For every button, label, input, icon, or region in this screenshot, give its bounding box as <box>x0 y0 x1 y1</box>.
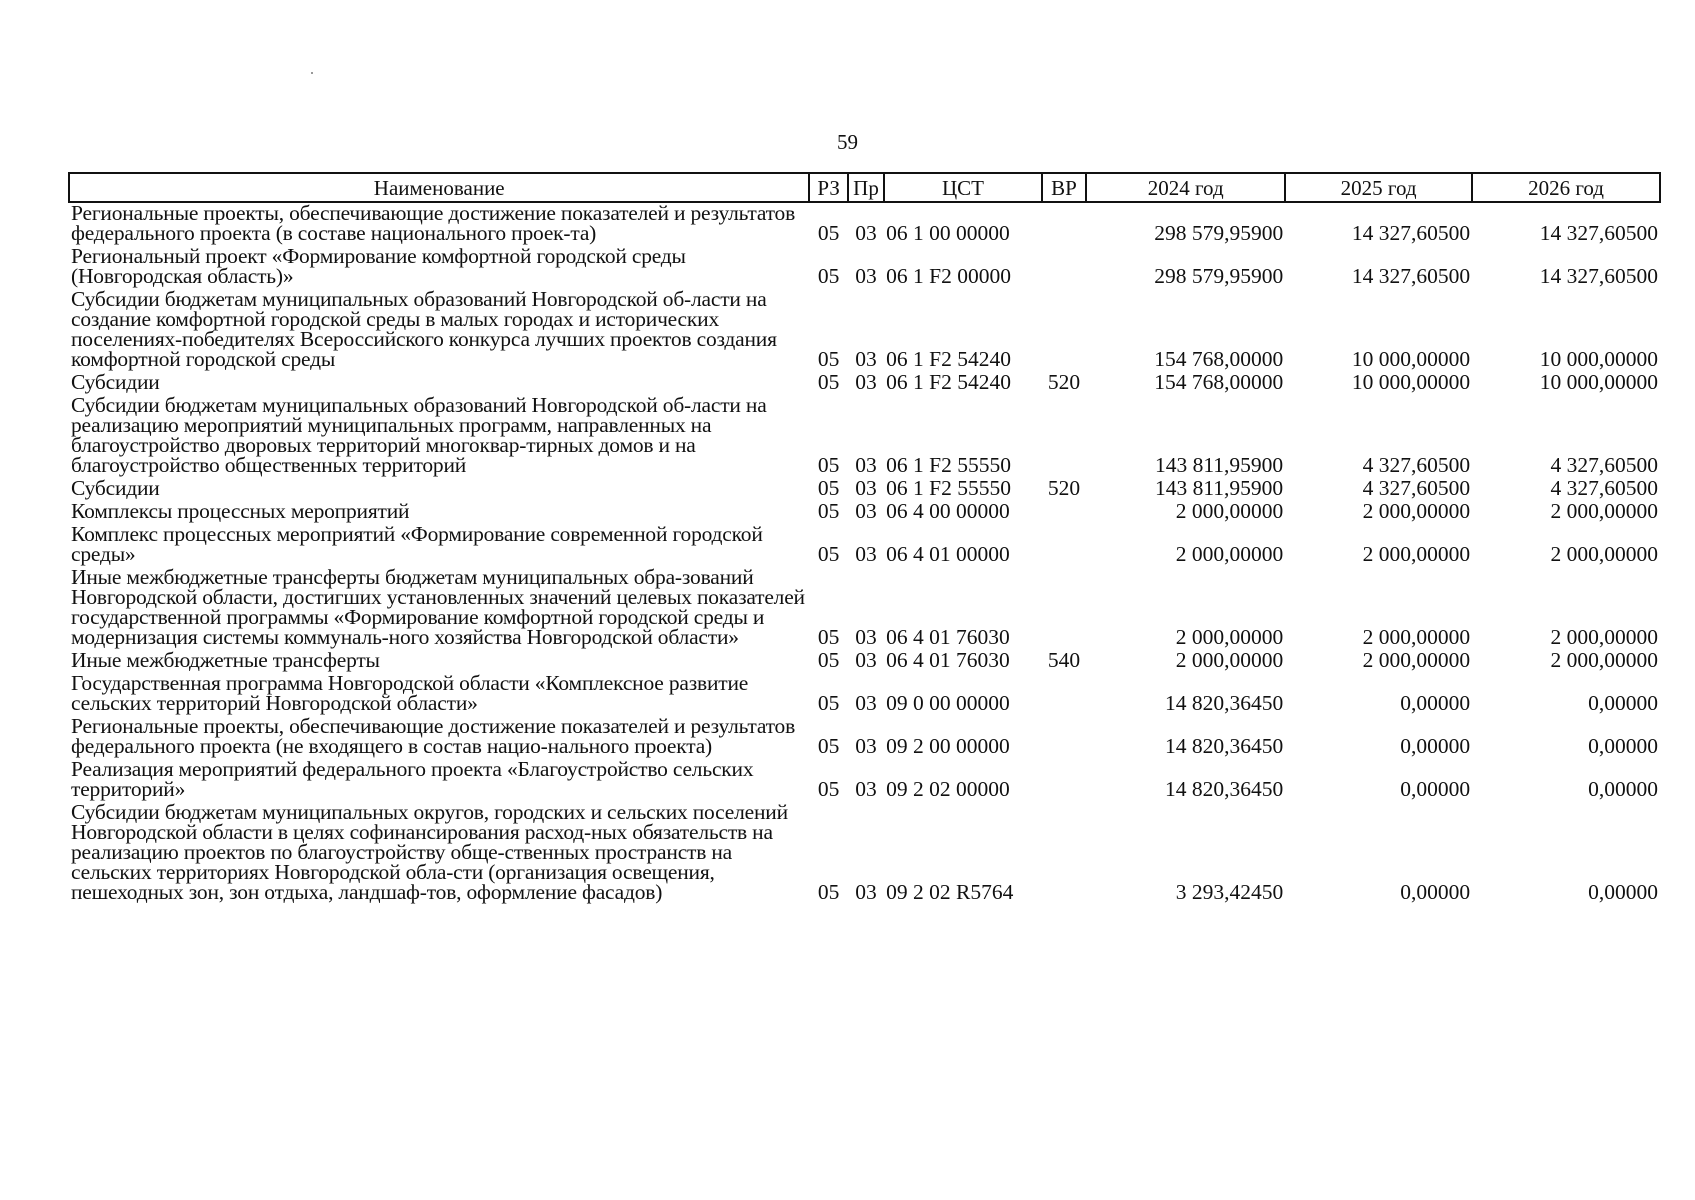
cell-2025: 2 000,00000 <box>1362 499 1471 523</box>
cell-pr: 03 <box>855 542 877 566</box>
cell-rz: 05 <box>817 453 840 477</box>
table-row <box>69 395 1660 478</box>
cell-2026: 4 327,60500 <box>1550 476 1658 500</box>
cell-vr: 540 <box>1047 648 1081 672</box>
table-row <box>69 524 1660 567</box>
cell-name: Региональные проекты, обеспечивающие достижение показателей и результатов федерального проекта (не входящего в состав нацио-нального проекта) <box>71 714 796 758</box>
cell-2024: 143 811,95900 <box>1154 453 1284 477</box>
cell-name: Субсидии <box>71 370 160 394</box>
cell-cst: 06 1 F2 00000 <box>886 264 1012 288</box>
table-row <box>69 650 1660 673</box>
cell-cst: 06 1 F2 54240 <box>886 370 1012 394</box>
scan-speck <box>311 72 313 74</box>
cell-2026: 2 000,00000 <box>1550 625 1658 649</box>
cell-pr: 03 <box>855 691 877 715</box>
cell-vr <box>1042 202 1086 246</box>
cell-name: Региональный проект «Формирование комфортной городской среды (Новгородская область)» <box>71 244 686 288</box>
cell-2025: 14 327,60500 <box>1351 221 1471 245</box>
cell-2024: 143 811,95900 <box>1154 476 1284 500</box>
cell-pr: 03 <box>855 625 877 649</box>
table-row <box>69 567 1660 650</box>
cell-2026: 2 000,00000 <box>1550 499 1658 523</box>
cell-2025: 10 000,00000 <box>1351 347 1471 371</box>
cell-pr: 03 <box>855 221 877 245</box>
cell-cst: 06 4 01 76030 <box>886 625 1010 649</box>
cell-rz: 05 <box>817 499 840 523</box>
cell-2026: 10 000,00000 <box>1539 347 1658 371</box>
cell-name: Субсидии бюджетам муниципальных образований Новгородской об-ласти на создание комфортной городской среды в малых городах и исторических поселениях-победителях Всероссийского конкурса лучших проектов создания комфортной городской среды <box>71 287 777 371</box>
cell-rz: 05 <box>817 542 840 566</box>
cell-name: Региональные проекты, обеспечивающие достижение показателей и результатов федерального проекта (в составе национального проек-та) <box>71 201 796 245</box>
table-row <box>69 716 1660 759</box>
cell-name: Государственная программа Новгородской области «Комплексное развитие сельских территорий Новгородской области» <box>71 671 749 715</box>
table-row <box>69 673 1660 716</box>
cell-name: Иные межбюджетные трансферты <box>71 648 380 672</box>
cell-name: Иные межбюджетные трансферты бюджетам муниципальных обра-зований Новгородской области, достигших установленных значений целевых показателей государственной программы «Формирование комфортной городской среды и модернизация системы коммуналь-ного хозяйства Новгородской области» <box>71 565 805 649</box>
page-number: 59 <box>837 130 858 154</box>
header-2026: 2026 год <box>1472 173 1660 202</box>
cell-rz: 05 <box>817 880 840 904</box>
cell-rz: 05 <box>817 264 840 288</box>
table-header-row <box>69 173 1660 202</box>
cell-2024: 14 820,36450 <box>1164 777 1284 801</box>
cell-2024: 14 820,36450 <box>1164 734 1284 758</box>
cell-rz: 05 <box>817 648 840 672</box>
cell-pr: 03 <box>855 880 877 904</box>
cell-2026: 4 327,60500 <box>1550 453 1658 477</box>
cell-2026: 0,00000 <box>1588 734 1658 758</box>
cell-pr: 03 <box>855 648 877 672</box>
cell-2026: 14 327,60500 <box>1539 264 1658 288</box>
cell-name: Субсидии бюджетам муниципальных образований Новгородской об-ласти на реализацию мероприятий муниципальных программ, направленных на благоустройство дворовых территорий многоквар-тирных домов и на благоустройство общественных территорий <box>71 393 767 477</box>
cell-pr: 03 <box>855 734 877 758</box>
cell-vr: 520 <box>1047 370 1081 394</box>
cell-2026: 2 000,00000 <box>1550 542 1658 566</box>
cell-vr <box>1042 716 1086 759</box>
cell-2026: 0,00000 <box>1588 880 1658 904</box>
table-row <box>69 202 1660 246</box>
cell-2026: 10 000,00000 <box>1539 370 1658 394</box>
cell-2025: 2 000,00000 <box>1362 625 1471 649</box>
cell-2025: 10 000,00000 <box>1351 370 1471 394</box>
table-row <box>69 501 1660 524</box>
cell-cst: 09 0 00 00000 <box>886 691 1010 715</box>
table-row <box>69 289 1660 372</box>
header-2024: 2024 год <box>1086 173 1285 202</box>
cell-cst: 06 4 01 00000 <box>886 542 1010 566</box>
cell-2024: 154 768,00000 <box>1154 347 1284 371</box>
cell-2024: 298 579,95900 <box>1154 221 1284 245</box>
cell-cst: 06 1 F2 55550 <box>886 453 1012 477</box>
cell-2025: 4 327,60500 <box>1362 453 1471 477</box>
cell-vr <box>1042 395 1086 478</box>
cell-2025: 2 000,00000 <box>1362 542 1471 566</box>
cell-rz: 05 <box>817 476 840 500</box>
header-2025: 2025 год <box>1285 173 1472 202</box>
cell-2025: 2 000,00000 <box>1362 648 1471 672</box>
cell-pr: 03 <box>855 777 877 801</box>
cell-pr: 03 <box>855 264 877 288</box>
cell-pr: 03 <box>855 347 877 371</box>
cell-cst: 06 1 F2 55550 <box>886 476 1012 500</box>
cell-cst: 06 4 01 76030 <box>886 648 1010 672</box>
cell-rz: 05 <box>817 777 840 801</box>
cell-2026: 0,00000 <box>1588 777 1658 801</box>
cell-vr <box>1042 567 1086 650</box>
cell-name: Субсидии бюджетам муниципальных округов, городских и сельских поселений Новгородской области в целях софинансирования расход-ных обязательств на реализацию проектов по благоустройству обще-ственных пространств на сельских территориях Новгородской обла-сти (организация освещения, пешеходных зон, зон отдыха, ландшаф-тов, оформление фасадов) <box>71 800 788 904</box>
budget-table <box>68 172 1661 905</box>
cell-2025: 0,00000 <box>1400 734 1471 758</box>
header-pr: Пр <box>848 173 884 202</box>
header-name: Наименование <box>69 173 809 202</box>
cell-rz: 05 <box>817 347 840 371</box>
table-row <box>69 478 1660 501</box>
cell-2024: 2 000,00000 <box>1175 648 1284 672</box>
cell-2026: 2 000,00000 <box>1550 648 1658 672</box>
cell-rz: 05 <box>817 734 840 758</box>
cell-2025: 0,00000 <box>1400 691 1471 715</box>
header-cst: ЦСТ <box>884 173 1042 202</box>
cell-vr <box>1042 673 1086 716</box>
table-row <box>69 246 1660 289</box>
cell-vr <box>1042 759 1086 802</box>
cell-rz: 05 <box>817 625 840 649</box>
table-row <box>69 372 1660 395</box>
cell-cst: 09 2 02 R5764 <box>886 880 1014 904</box>
cell-cst: 06 1 00 00000 <box>886 221 1010 245</box>
cell-2025: 14 327,60500 <box>1351 264 1471 288</box>
cell-2025: 0,00000 <box>1400 880 1471 904</box>
cell-2024: 2 000,00000 <box>1175 625 1284 649</box>
cell-pr: 03 <box>855 453 877 477</box>
cell-name: Субсидии <box>71 476 160 500</box>
header-rz: РЗ <box>809 173 847 202</box>
cell-vr <box>1042 524 1086 567</box>
cell-pr: 03 <box>855 370 877 394</box>
cell-2024: 298 579,95900 <box>1154 264 1284 288</box>
cell-2025: 4 327,60500 <box>1362 476 1471 500</box>
cell-2024: 154 768,00000 <box>1154 370 1284 394</box>
cell-rz: 05 <box>817 691 840 715</box>
cell-pr: 03 <box>855 476 877 500</box>
cell-pr: 03 <box>855 499 877 523</box>
cell-2024: 2 000,00000 <box>1175 499 1284 523</box>
cell-rz: 05 <box>817 370 840 394</box>
cell-name: Комплекс процессных мероприятий «Формирование современной городской среды» <box>71 522 763 566</box>
table-body <box>69 202 1660 905</box>
cell-vr <box>1042 246 1086 289</box>
cell-2026: 0,00000 <box>1588 691 1658 715</box>
cell-2024: 14 820,36450 <box>1164 691 1284 715</box>
cell-name: Реализация мероприятий федерального проекта «Благоустройство сельских территорий» <box>71 757 754 801</box>
table-row <box>69 802 1660 905</box>
cell-cst: 09 2 02 00000 <box>886 777 1010 801</box>
cell-name: Комплексы процессных мероприятий <box>71 499 410 523</box>
cell-rz: 05 <box>817 221 840 245</box>
cell-cst: 09 2 00 00000 <box>886 734 1010 758</box>
header-vr: ВР <box>1042 173 1086 202</box>
cell-vr <box>1042 501 1086 524</box>
cell-vr <box>1042 802 1086 905</box>
cell-vr <box>1042 289 1086 372</box>
table-row <box>69 759 1660 802</box>
cell-cst: 06 1 F2 54240 <box>886 347 1012 371</box>
cell-2024: 2 000,00000 <box>1175 542 1284 566</box>
cell-cst: 06 4 00 00000 <box>886 499 1010 523</box>
cell-vr: 520 <box>1047 476 1081 500</box>
cell-2025: 0,00000 <box>1400 777 1471 801</box>
cell-2026: 14 327,60500 <box>1539 221 1658 245</box>
cell-2024: 3 293,42450 <box>1175 880 1284 904</box>
